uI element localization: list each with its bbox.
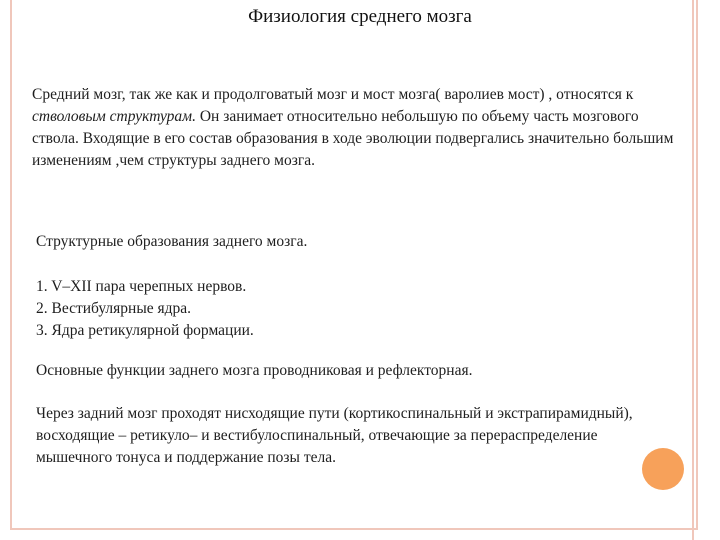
paragraph-intro bbox=[32, 84, 682, 172]
paragraph-intro-emphasis: стволовым структурам. bbox=[32, 108, 196, 125]
list-item: 1. V–XII пара черепных нервов. bbox=[36, 278, 247, 295]
paragraph-functions: Основные функции заднего мозга проводниковая и рефлекторная. bbox=[36, 362, 473, 379]
paragraph-pathways: Через задний мозг проходят нисходящие пути (кортикоспинальный и экстрапирамидный), восходящие – ретикуло– и вестибулоспинальный, отвечающие за перераспределение мышечного тонуса и поддержание позы тела. bbox=[36, 405, 633, 466]
frame-right-line bbox=[692, 0, 694, 540]
list-item: 2. Вестибулярные ядра. bbox=[36, 300, 192, 317]
structures-list bbox=[36, 276, 676, 342]
paragraph-intro-part2: Он занимает относительно небольшую по объему часть мозгового ствола. Входящие в его состав образования в ходе эволюции подвергались значительно большим изменениям ,чем структуры заднего мозга. bbox=[32, 108, 674, 169]
paragraph-structures-heading: Структурные образования заднего мозга. bbox=[36, 233, 308, 250]
paragraph-intro-part1: Средний мозг, так же как и продолговатый мозг и мост мозга( варолиев мост) , относятся к bbox=[32, 86, 634, 103]
list-item: 3. Ядра ретикулярной формации. bbox=[36, 322, 254, 339]
slide-title: Физиология среднего мозга bbox=[248, 6, 472, 27]
decorative-circle bbox=[642, 448, 684, 490]
